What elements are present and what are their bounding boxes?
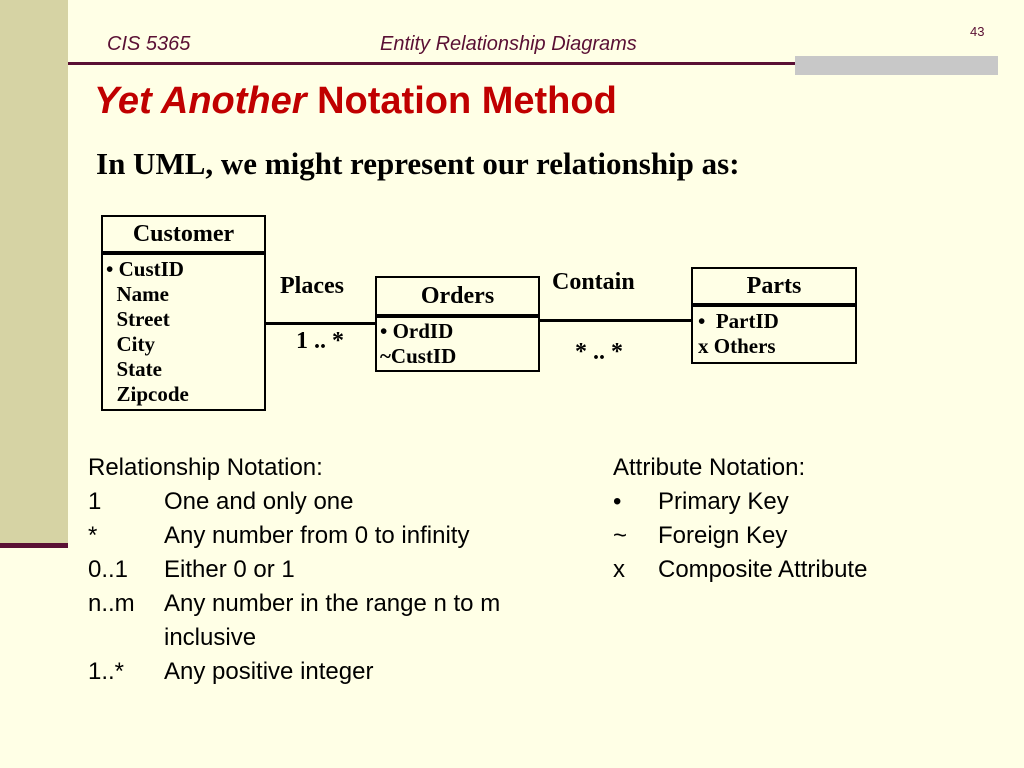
slide-topic: Entity Relationship Diagrams <box>380 33 637 55</box>
contain-multiplicity: * .. * <box>575 339 623 365</box>
legend-row <box>88 655 558 689</box>
legend-symbol: * <box>88 522 98 549</box>
legend-meaning: One and only one <box>164 488 354 515</box>
parts-attribute-list <box>693 307 855 359</box>
customer-attribute: Street <box>106 307 170 331</box>
parts-entity-box <box>691 267 857 364</box>
attribute-notation-heading: Attribute Notation: <box>613 454 806 481</box>
legend-row <box>613 519 943 553</box>
orders-attribute-list <box>377 318 538 369</box>
legend-meaning: Composite Attribute <box>658 556 868 583</box>
legend-meaning: Either 0 or 1 <box>164 556 295 583</box>
left-sidebar-bar <box>0 0 68 545</box>
legend-row <box>88 485 558 519</box>
title-italic-part: Yet Another <box>94 80 307 122</box>
legend-symbol: 1 <box>88 488 102 515</box>
slide-number: 43 <box>970 24 985 39</box>
relationship-notation-legend <box>88 451 558 689</box>
places-connector-line <box>266 322 375 325</box>
attribute-notation-legend <box>613 451 943 587</box>
parts-entity-name: Parts <box>693 269 855 307</box>
legend-symbol: 1..* <box>88 658 125 685</box>
legend-meaning: Any number in the range n to m inclusive <box>164 590 501 651</box>
contain-connector-line <box>540 319 691 322</box>
slide-subtitle: In UML, we might represent our relationship as: <box>96 146 740 181</box>
customer-attribute: Name <box>106 282 169 306</box>
orders-entity-name: Orders <box>377 278 538 318</box>
customer-attribute: Zipcode <box>106 382 189 406</box>
legend-symbol: n..m <box>88 590 135 617</box>
customer-entity-box <box>101 215 266 411</box>
legend-symbol: x <box>613 556 625 583</box>
legend-row <box>613 553 943 587</box>
legend-symbol: • <box>613 488 622 515</box>
customer-entity-name: Customer <box>103 217 264 255</box>
legend-row <box>88 553 558 587</box>
legend-meaning: Primary Key <box>658 488 789 515</box>
orders-attribute: ~CustID <box>380 344 457 368</box>
orders-attribute: • OrdID <box>380 319 454 343</box>
places-relationship-label: Places <box>280 273 344 299</box>
contain-relationship-label: Contain <box>552 269 635 295</box>
title-rest: Notation Method <box>317 80 617 122</box>
legend-row <box>613 485 943 519</box>
customer-attribute: State <box>106 357 162 381</box>
places-multiplicity: 1 .. * <box>296 328 344 354</box>
legend-meaning: Any positive integer <box>164 658 374 685</box>
legend-meaning: Any number from 0 to infinity <box>164 522 470 549</box>
course-code: CIS 5365 <box>107 33 191 55</box>
left-divider-rule <box>0 543 68 548</box>
slide-title <box>94 80 617 123</box>
legend-meaning: Foreign Key <box>658 522 788 549</box>
parts-attribute: • PartID <box>698 309 779 333</box>
parts-attribute: x Others <box>698 334 776 358</box>
legend-symbol: ~ <box>613 522 628 549</box>
orders-entity-box <box>375 276 540 372</box>
legend-row <box>88 519 558 553</box>
customer-attribute: City <box>106 332 155 356</box>
customer-attribute: • CustID <box>106 257 184 281</box>
legend-row <box>88 587 558 655</box>
header-accent-bar <box>795 56 998 75</box>
relationship-notation-heading: Relationship Notation: <box>88 454 323 481</box>
legend-symbol: 0..1 <box>88 556 129 583</box>
customer-attribute-list <box>103 255 264 407</box>
